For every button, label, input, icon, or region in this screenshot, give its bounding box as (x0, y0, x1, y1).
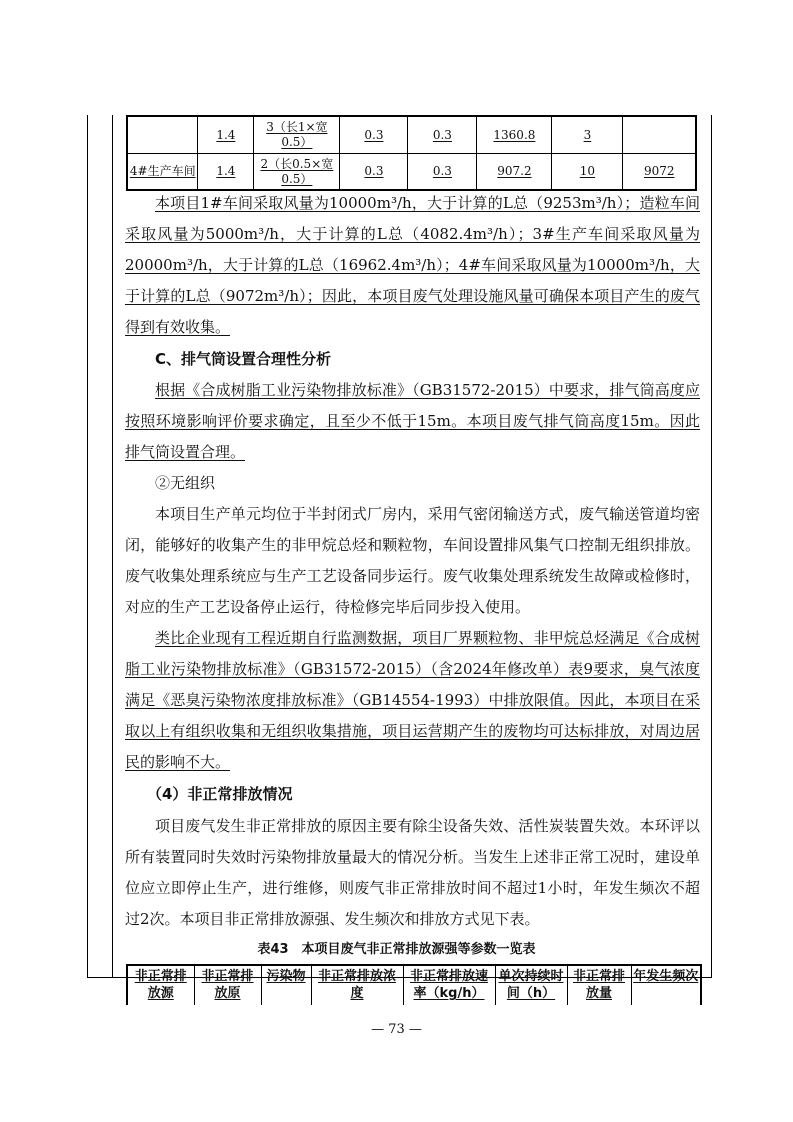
table-header-row (127, 965, 701, 1005)
table-cell: 3（长1×宽0.5） (254, 116, 340, 154)
table-cell: 1.4 (198, 154, 254, 191)
abnormal-emission-table (126, 964, 702, 1005)
abnormal-paragraph-block (125, 811, 700, 935)
table-cell: 4#生产车间 (127, 154, 198, 191)
subheading-fugitive: ②无组织 (155, 474, 216, 492)
monitoring-paragraph: 类比企业现有工程近期自行监测数据，项目厂界颗粒物、非甲烷总烃满足《合成树脂工业污染物排放标准》（GB31572-2015）（含2024年修改单）表9要求，臭气浓度满足《恶臭污染物浓度排放标准》（GB14554-1993）中排放限值。因此，本项目在采取以上有组织收集和无组织收集措施，项目运营期产生的废物均可达标排放，对周边居民的影响不大。 (125, 629, 700, 771)
table-header-cell: 单次持续时间（h） (495, 965, 567, 1005)
table-header-cell: 非正常排放源 (127, 965, 194, 1005)
frame-left-line (87, 115, 88, 977)
abnormal-paragraph: 项目废气发生非正常排放的原因主要有除尘设备失效、活性炭装置失效。本环评以所有装置同时失效时污染物排放量最大的情况分析。当发生上述非正常工况时，建设单位应立即停止生产，进行维修，则废气非正常排放时间不超过1小时，年发生频次不超过2次。本项目非正常排放源强、发生频次和排放方式见下表。 (125, 817, 700, 928)
table-cell (127, 116, 198, 154)
table-header-cell: 非正常排放量 (567, 965, 631, 1005)
table-cell: 907.2 (477, 154, 552, 191)
table-header-cell: 非正常排放原 (194, 965, 261, 1005)
table-cell: 0.3 (408, 116, 477, 154)
stack-paragraph-block (125, 375, 700, 468)
page-number: — 73 — (371, 1022, 422, 1037)
emission-table-top (126, 115, 697, 191)
frame-inner-line (112, 115, 113, 977)
table-row (127, 116, 696, 154)
table-header-cell: 非正常排放速率（kg/h） (403, 965, 495, 1005)
table-cell: 3 (552, 116, 623, 154)
table-header-cell: 污染物 (261, 965, 311, 1005)
table-row (127, 154, 696, 191)
stack-paragraph: 根据《合成树脂工业污染物排放标准》（GB31572-2015）中要求，排气筒高度应按照环境影响评价要求确定，且至少不低于15m。本项目废气排气筒高度15m。因此排气筒设置合理。 (125, 381, 700, 461)
section-heading-c: C、排气筒设置合理性分析 (155, 350, 332, 368)
table-cell: 10 (552, 154, 623, 191)
monitoring-paragraph-block (125, 623, 700, 778)
fugitive-paragraph: 本项目生产单元均位于半封闭式厂房内，采用气密闭输送方式，废气输送管道均密闭，能够好的收集产生的非甲烷总烃和颗粒物，车间设置排风集气口控制无组织排放。废气收集处理系统应与生产工艺设备同步运行。废气收集处理系统发生故障或检修时，对应的生产工艺设备停止运行，待检修完毕后同步投入使用。 (125, 505, 700, 616)
table-cell: 9072 (623, 154, 696, 191)
table-cell: 0.3 (340, 154, 408, 191)
table-header-cell: 非正常排放浓度 (311, 965, 403, 1005)
airflow-paragraph-block (125, 188, 700, 343)
fugitive-paragraph-block (125, 499, 700, 623)
table-cell: 2（长0.5×宽0.5） (254, 154, 340, 191)
table-cell: 0.3 (340, 116, 408, 154)
table-cell: 1.4 (198, 116, 254, 154)
table-cell (623, 116, 696, 154)
table-cell: 1360.8 (477, 116, 552, 154)
table-caption: 表43 本项目废气非正常排放源强等参数一览表 (257, 942, 536, 957)
section-heading-abnormal: （4）非正常排放情况 (147, 785, 293, 803)
frame-right-line (711, 115, 712, 977)
airflow-paragraph: 本项目1#车间采取风量为10000m³/h，大于计算的L总（9253m³/h）；造粒车间采取风量为5000m³/h，大于计算的L总（4082.4m³/h）；3#生产车间采取风量为20000m³/h，大于计算的L总（16962.4m³/h）；4#车间采取风量为10000m³/h，大于计算的L总（9072m³/h）；因此，本项目废气处理设施风量可确保本项目产生的废气得到有效收集。 (125, 194, 700, 336)
table-header-cell: 年发生频次 (631, 965, 701, 1005)
table-cell: 0.3 (408, 154, 477, 191)
